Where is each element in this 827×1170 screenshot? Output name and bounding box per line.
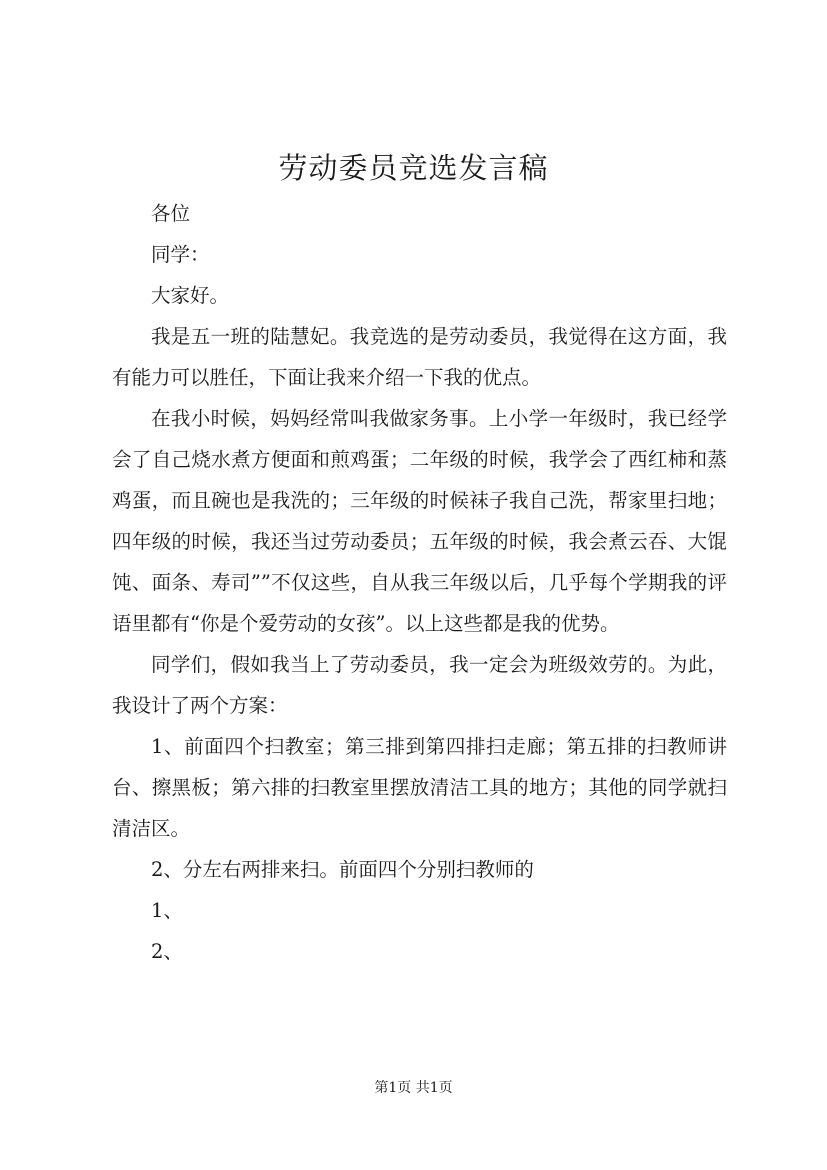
paragraph-item-1: 1、 (151, 899, 183, 922)
paragraph-experience: 在我小时候，妈妈经常叫我做家务事。上小学一年级时，我已经学会了自己烧水煮方便面和煎鸡蛋；二年级的时候，我学会了西红柿和蒸鸡蛋，而且碗也是我洗的；三年级的时候袜子我自己洗，帮家里扫地；四年级的时候，我还当过劳动委员；五年级的时候，我会煮云吞、大馄饨、面条、寿司””不仅这些，自从我三年级以后，几乎每个学期我的评语里都有“你是个爱劳动的女孩”。以上这些都是我的优势。 (112, 407, 727, 635)
paragraph-salutation-1: 各位 (151, 202, 191, 225)
paragraph-introduction: 我是五一班的陆慧妃。我竞选的是劳动委员，我觉得在这方面，我有能力可以胜任，下面让我来介绍一下我的优点。 (112, 325, 727, 389)
paragraph-greeting: 大家好。 (151, 284, 230, 307)
document-body (112, 193, 727, 972)
paragraph-item-2: 2、 (151, 940, 183, 963)
paragraph-plan-1: 1、前面四个扫教室；第三排到第四排扫走廊；第五排的扫教师讲台、擦黑板；第六排的扫教室里摆放清洁工具的地方；其他的同学就扫清洁区。 (112, 735, 727, 840)
document-title: 劳动委员竞选发言稿 (278, 151, 549, 185)
paragraph-plan-2: 2、分左右两排来扫。前面四个分别扫教师的 (151, 858, 534, 881)
paragraph-salutation-2: 同学： (151, 243, 210, 266)
paragraph-pledge: 同学们，假如我当上了劳动委员，我一定会为班级效劳的。为此，我设计了两个方案： (112, 653, 727, 717)
page-footer: 第1页 共1页 (374, 1080, 453, 1096)
